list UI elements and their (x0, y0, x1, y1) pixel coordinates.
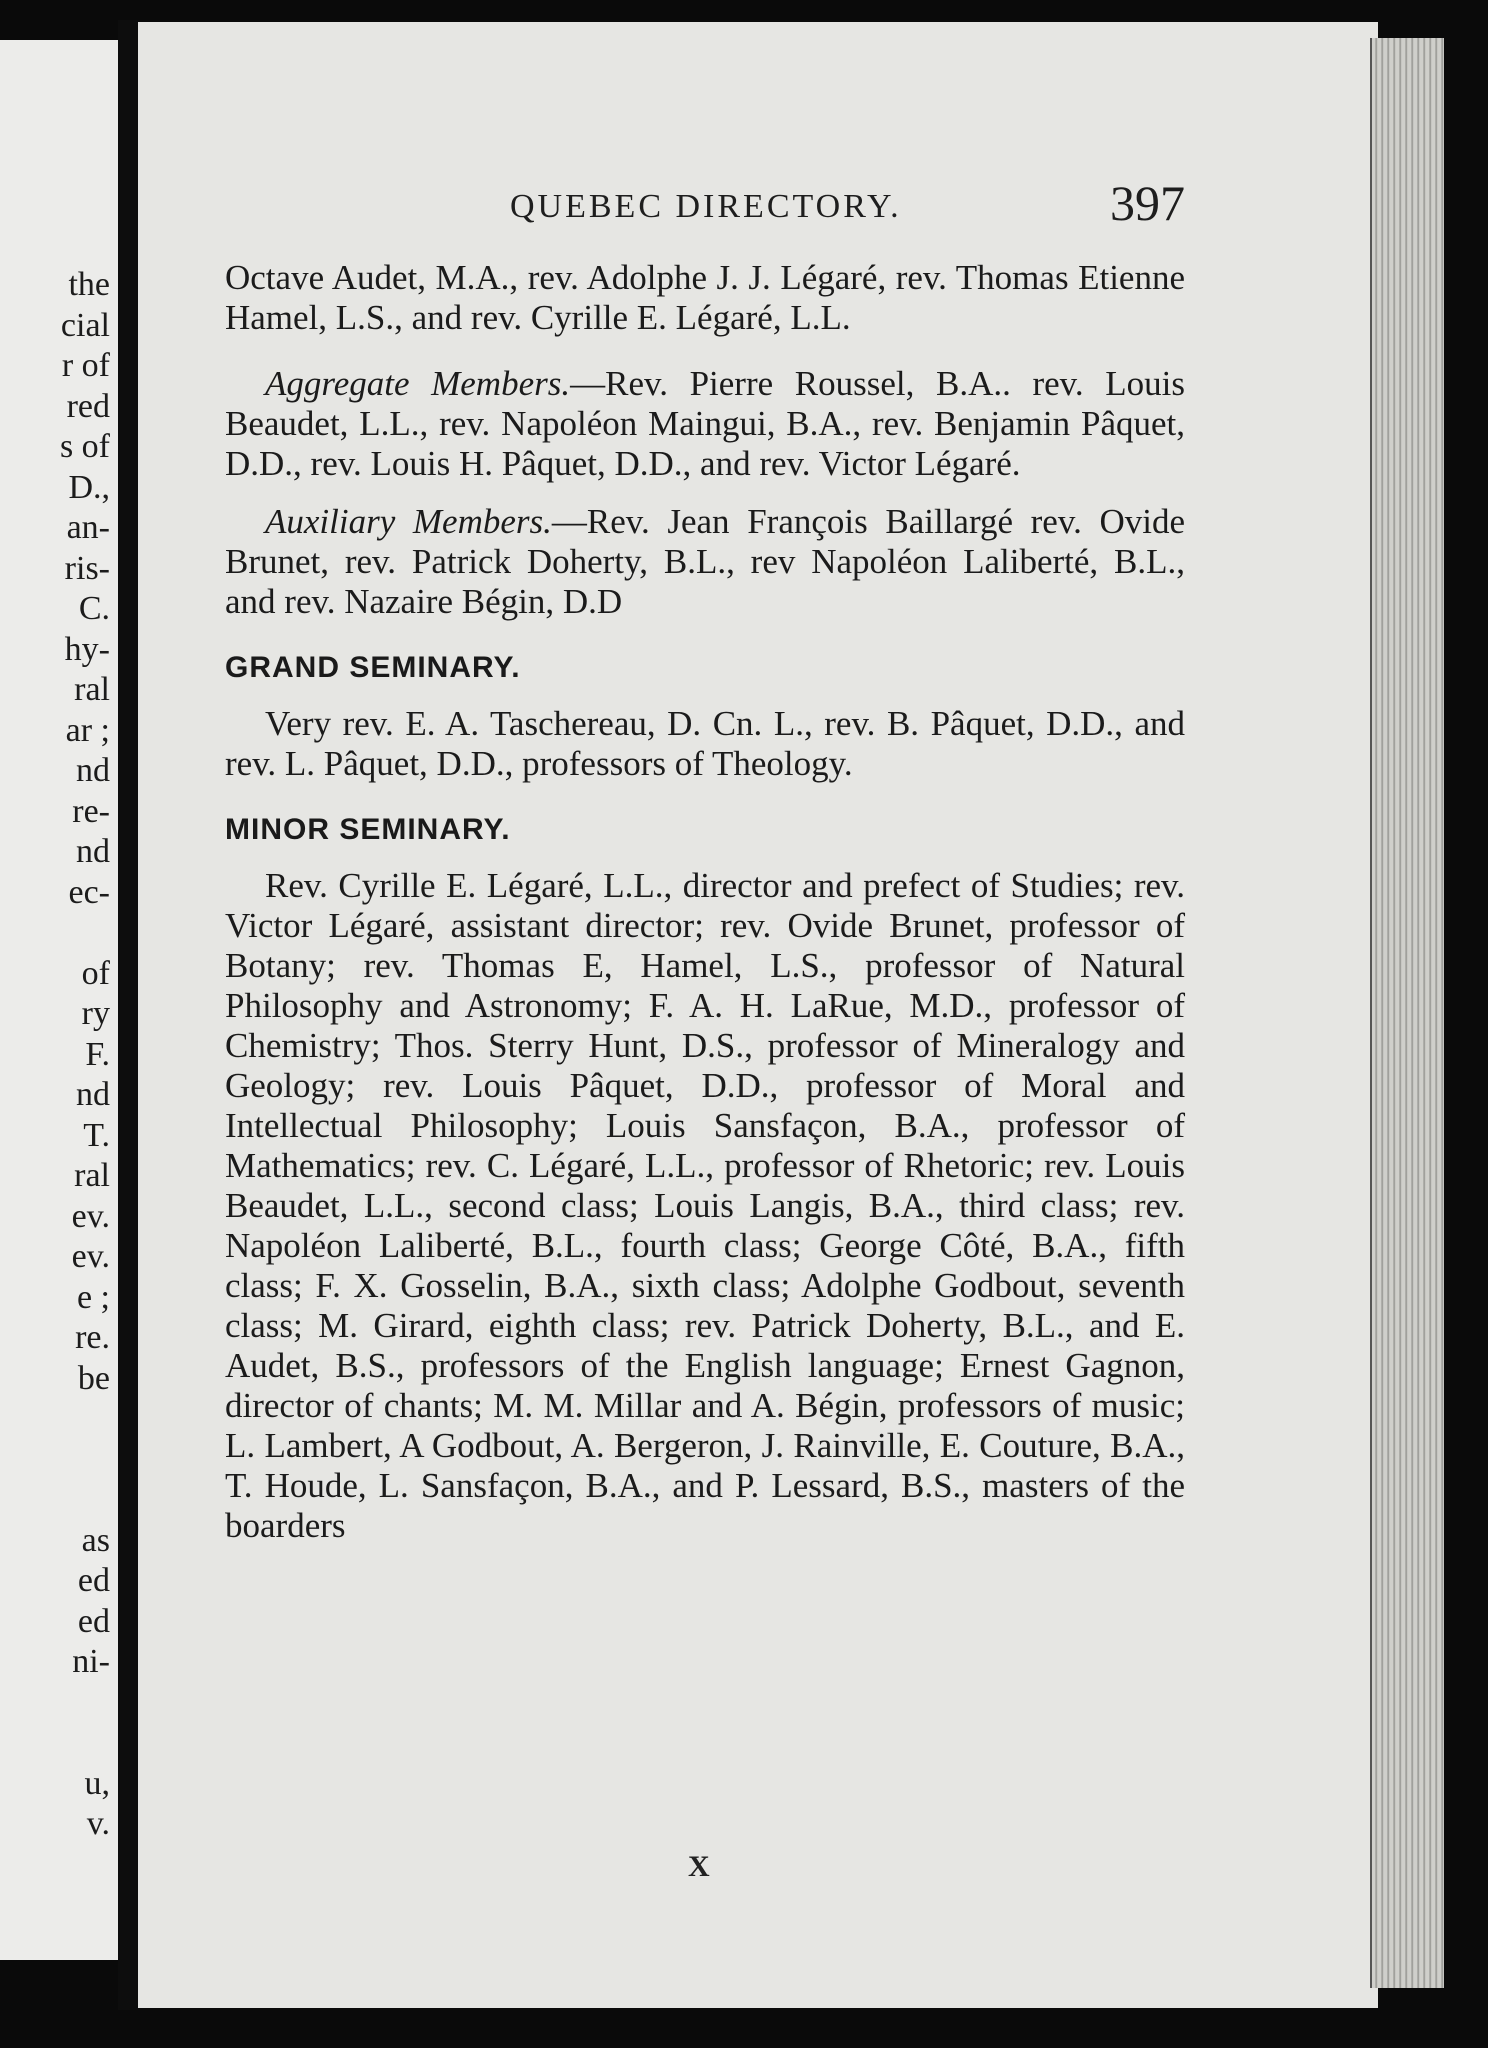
left-page-fragment: v. (86, 1805, 110, 1842)
left-page-fragment: nd (76, 833, 110, 870)
aggregate-members-text: —Rev. Pierre Roussel, B.A.. rev. Louis Beaudet, L.L., rev. Napoléon Maingui, B.A., rev. Benjamin Pâquet, D.D., rev. Louis H. Pâquet, D.D., and rev. Victor Légaré. (225, 364, 1185, 483)
left-page-fragment: red (66, 387, 110, 425)
left-page-fragment: u, (84, 1764, 110, 1802)
left-page-fragment: re. (75, 1319, 110, 1356)
page-number: 397 (1110, 175, 1185, 231)
left-page-fragment: s of (59, 428, 110, 465)
left-page-fragment: ed (77, 1602, 110, 1640)
left-page-fragment: re- (72, 792, 110, 830)
left-page-fragment: the (68, 266, 110, 303)
paragraph-auxiliary-members (225, 502, 1185, 622)
left-page-fragment: nd (76, 752, 110, 789)
page-header (225, 168, 1185, 231)
left-page-fragment: ry (81, 995, 110, 1032)
left-page-fragment: ral (74, 1157, 110, 1194)
heading-grand-seminary: GRAND SEMINARY. (225, 651, 521, 684)
paragraph-aggregate-members (225, 364, 1185, 484)
left-page-fragment: ed (77, 1562, 110, 1599)
left-facing-page (0, 40, 122, 1960)
left-page-fragment: T. (83, 1116, 110, 1154)
left-page-fragment: F. (85, 1035, 110, 1073)
left-page-fragment: ec- (68, 873, 110, 911)
left-page-fragment: nd (76, 1076, 110, 1113)
heading-minor-seminary: MINOR SEMINARY. (225, 813, 511, 846)
book-gutter (118, 20, 140, 2010)
left-page-fragment: an- (66, 509, 110, 546)
aggregate-members-label: Aggregate Members. (265, 364, 571, 403)
left-page-fragment: D., (68, 468, 110, 506)
page-edges (1370, 38, 1444, 1988)
left-page-fragment: ev. (71, 1238, 110, 1275)
left-page-fragment: ni- (72, 1643, 110, 1680)
auxiliary-members-text: —Rev. Jean François Baillargé rev. Ovide Brunet, rev. Patrick Doherty, B.L., rev Napoléon Laliberté, B.L., and rev. Nazaire Bégin, D.D (225, 502, 1185, 621)
left-page-fragment: ev. (71, 1197, 110, 1235)
auxiliary-members-label: Auxiliary Members. (265, 502, 552, 541)
left-page-fragment: ar ; (65, 711, 110, 749)
left-page-fragment: C. (78, 590, 110, 627)
left-page-fragment: ral (74, 671, 110, 708)
left-page-fragment: r of (61, 347, 110, 384)
left-page-fragment: hy- (64, 630, 110, 668)
paragraph-minor-seminary: Rev. Cyrille E. Légaré, L.L., director and prefect of Studies; rev. Victor Légaré, assistant director; rev. Ovide Brunet, professor of Botany; rev. Thomas E, Hamel, L.S., professor of Natural Philosophy and Astronomy; F. A. H. LaRue, M.D., professor of Chemistry; Thos. Sterry Hunt, D.S., professor of Mineralogy and Geology; rev. Louis Pâquet, D.D., professor of Moral and Intellectual Philosophy; Louis Sansfaçon, B.A., professor of Mathematics; rev. C. Légaré, L.L., professor of Rhetoric; rev. Louis Beaudet, L.L., second class; Louis Langis, B.A., third class; rev. Napoléon Laliberté, B.L., fourth class; George Côté, B.A., fifth class; F. X. Gosselin, B.A., sixth class; Adolphe Godbout, seventh class; M. Girard, eighth class; rev. Patrick Doherty, B.L., and E. Audet, B.S., professors of the English language; Ernest Gagnon, director of chants; M. M. Millar and A. Bégin, professors of music; L. Lambert, A Godbout, A. Bergeron, J. Rainville, E. Couture, B.A., T. Houde, L. Sansfaçon, B.A., and P. Lessard, B.S., masters of the boarders (225, 866, 1185, 1545)
left-page-fragment: e ; (76, 1278, 110, 1316)
paragraph-grand-seminary: Very rev. E. A. Taschereau, D. Cn. L., rev. B. Pâquet, D.D., and rev. L. Pâquet, D.D., professors of Theology. (225, 704, 1185, 783)
left-page-fragment: of (81, 954, 110, 992)
left-page-fragment: cial (60, 306, 110, 344)
left-page-fragment: as (81, 1521, 110, 1559)
running-head: QUEBEC DIRECTORY. (510, 188, 902, 225)
page-body (225, 258, 1185, 1546)
paragraph-council-members: Octave Audet, M.A., rev. Adolphe J. J. Légaré, rev. Thomas Etienne Hamel, L.S., and rev. Cyrille E. Légaré, L.L. (225, 258, 1185, 337)
left-page-fragment: be (77, 1359, 110, 1397)
signature-mark: X (688, 1850, 710, 1883)
left-page-fragment: ris- (64, 549, 110, 587)
